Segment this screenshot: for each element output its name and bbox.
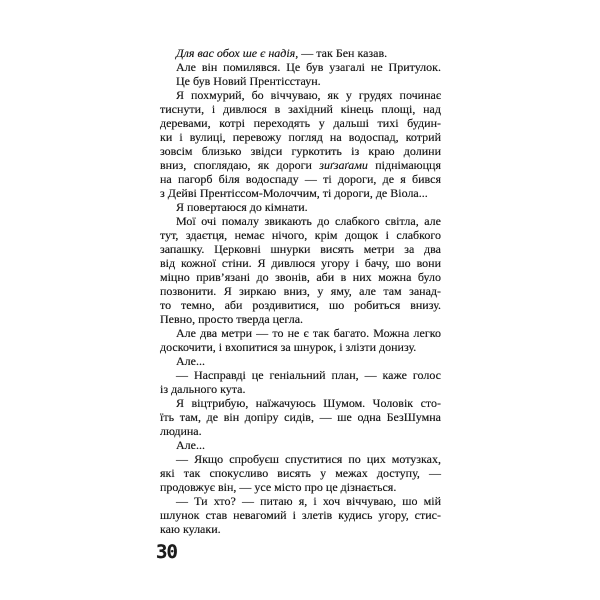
text-line	[160, 382, 441, 396]
text-segment: ки і вулиці, перевожу погляд на водоспад, котрий	[160, 130, 441, 144]
text-line	[160, 172, 441, 186]
text-line	[160, 144, 441, 158]
text-segment: Я повертаюся до кімнати.	[176, 200, 308, 214]
text-line	[160, 508, 441, 522]
text-line	[160, 396, 441, 410]
text-line	[160, 438, 441, 452]
text-segment: Певно, просто тверда цегла.	[160, 312, 304, 326]
text-line	[160, 116, 441, 130]
text-line	[160, 88, 441, 102]
text-segment: тиснути, і дивлюся в західний кінець площі, над	[160, 102, 441, 116]
text-segment: — Ти хто? — питаю я, і хоч віччуваю, шо мій	[176, 494, 441, 508]
text-line	[160, 522, 441, 536]
italic-text-segment: зиґзаґами	[319, 158, 368, 172]
text-segment: з Дейві Прентіссом-Молоччим, ті дороги, де Віола...	[160, 186, 428, 200]
text-line	[160, 424, 441, 438]
text-segment: тут, здаєтця, немає нічого, крім дощок і слабкого	[160, 228, 441, 242]
text-segment: каю кулаки.	[160, 522, 221, 536]
text-segment: міцно прив’язані до звонів, аби в них можна було	[160, 270, 441, 284]
text-segment: Але...	[176, 438, 205, 452]
text-line	[160, 494, 441, 508]
text-segment: людина.	[160, 424, 202, 438]
text-segment: то темно, аби роздивитися, шо робиться внизу.	[160, 298, 441, 312]
text-line	[160, 312, 441, 326]
text-line	[160, 298, 441, 312]
text-segment: Але він помилявся. Це був узагалі не Притулок.	[176, 60, 441, 74]
text-line	[160, 368, 441, 382]
text-segment: продовжує він, — усе місто про це дізнається.	[160, 480, 397, 494]
text-line	[160, 214, 441, 228]
text-line	[160, 158, 441, 172]
text-segment: які так спокусливо висять у межах доступу, —	[160, 466, 441, 480]
text-segment: шлунок став невагомий і злетів кудись угору, стис-	[160, 508, 441, 522]
text-line	[160, 242, 441, 256]
text-segment: зовсім близько звідси гуркотить із краю долини	[160, 144, 441, 158]
text-line	[160, 270, 441, 284]
text-line	[160, 340, 441, 354]
text-segment: деревами, котрі переходять у дальші тихі будин-	[160, 116, 441, 130]
text-segment: Мої очі помалу звикають до слабкого світла, але	[176, 214, 441, 228]
text-line	[160, 480, 441, 494]
text-line	[160, 466, 441, 480]
text-line	[160, 60, 441, 74]
text-segment: від кожної стіни. Я дивлюся угору і бачу, шо вони	[160, 256, 441, 270]
text-segment: — Насправді це геніальний план, — каже голос	[176, 368, 441, 382]
text-segment: на пагорб біля водоспаду — ті дороги, де я бився	[160, 172, 441, 186]
text-line	[160, 256, 441, 270]
page-number: 30	[156, 541, 177, 563]
text-segment: позвонити. Я зиркаю вниз, у яму, але там занад-	[160, 284, 441, 298]
text-line	[160, 130, 441, 144]
text-segment: Я віцтрибую, наїжачуюсь Шумом. Чоловік сто-	[176, 396, 441, 410]
text-line	[160, 74, 441, 88]
text-segment: Але два метри — то не є так багато. Можна легко	[176, 326, 441, 340]
text-block	[160, 46, 441, 536]
text-segment: , — так Бен казав.	[295, 46, 388, 60]
text-segment: Я похмурий, бо віччуваю, як у грудях починає	[176, 88, 441, 102]
text-line	[160, 228, 441, 242]
text-line	[160, 354, 441, 368]
text-line	[160, 410, 441, 424]
text-segment: піднімаюцця	[367, 158, 441, 172]
text-segment: — Якщо спробуєш спуститися по цих мотузках,	[176, 452, 441, 466]
text-line	[160, 326, 441, 340]
text-line	[160, 452, 441, 466]
text-line	[160, 284, 441, 298]
text-line	[160, 46, 441, 60]
text-segment: Але...	[176, 354, 205, 368]
text-line	[160, 200, 441, 214]
italic-text-segment: Для вас обох ше є надія	[176, 46, 296, 60]
text-segment: Це був Новий Прентісстаун.	[176, 74, 321, 88]
text-line	[160, 102, 441, 116]
text-segment: вниз, споглядаю, як дороги	[160, 158, 320, 172]
text-segment: доскочити, і вхопитися за шнурок, і злізти донизу.	[160, 340, 417, 354]
text-segment: запашку. Церковні шнурки висять метри за два	[160, 242, 441, 256]
text-line	[160, 186, 441, 200]
text-segment: їть там, де він допіру сидів, — ше одна БезШумна	[160, 410, 441, 424]
text-segment: із дального кута.	[160, 382, 246, 396]
